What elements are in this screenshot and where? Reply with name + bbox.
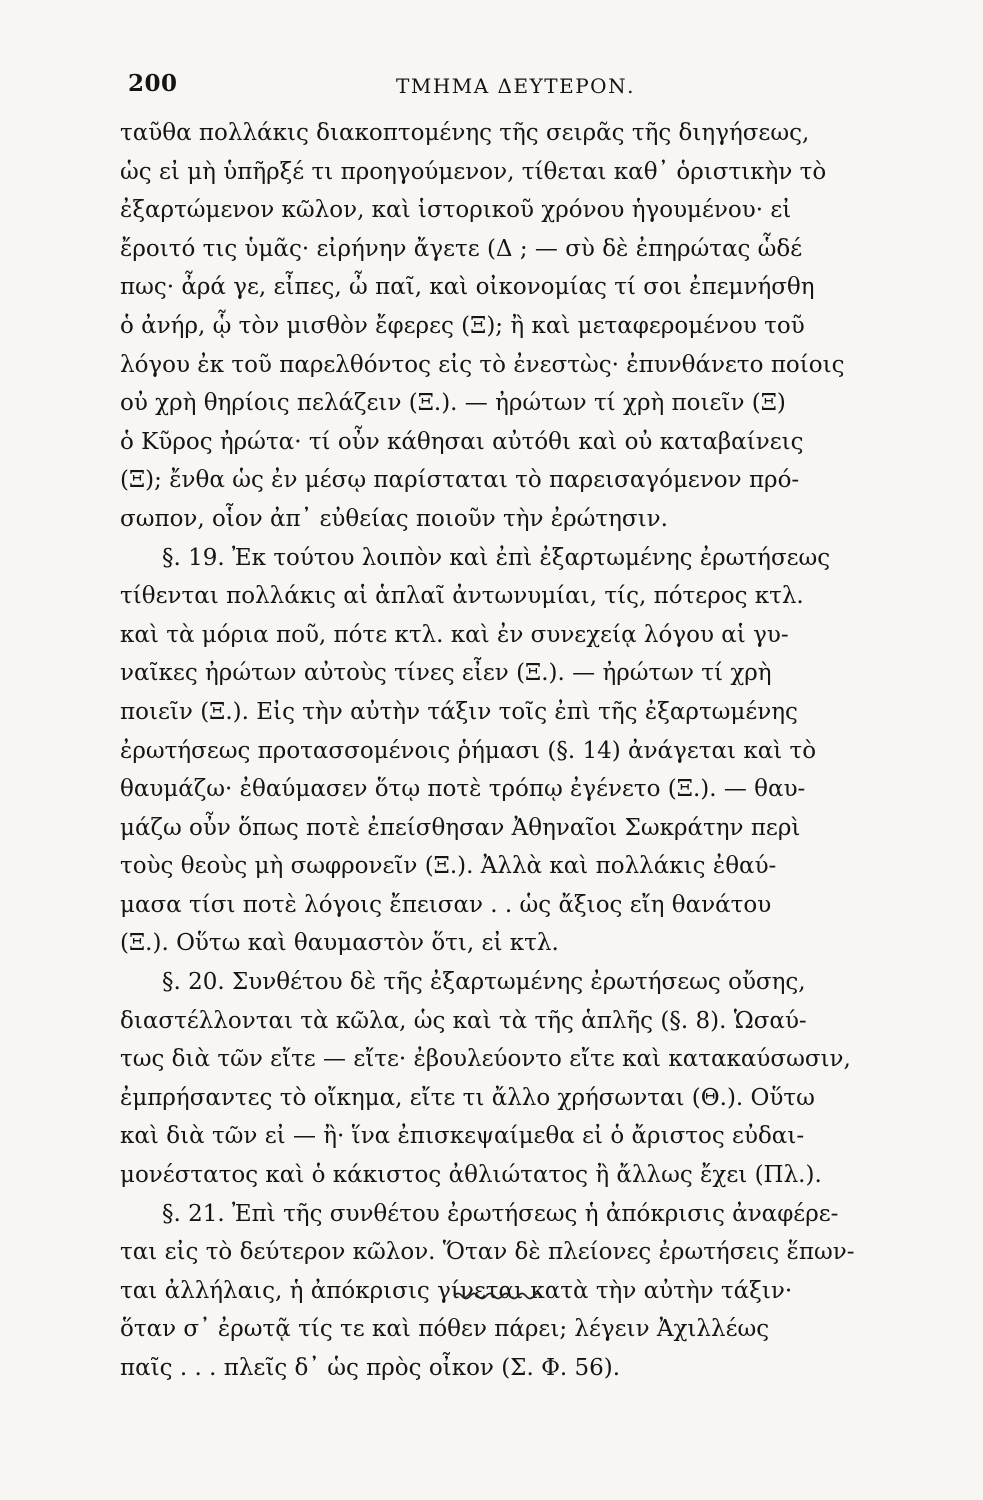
text-line: ταῦθα πολλάκις διακοπτομένης τῆς σειρᾶς τῆς διηγήσεως,: [120, 120, 810, 146]
text-line: μασα τίσι ποτὲ λόγοις ἔπεισαν . . ὡς ἄξιος εἴη θανάτου: [120, 891, 772, 918]
text-line: σωπον, οἷον ἀπ᾽ εὐθείας ποιοῦν τὴν ἐρώτησιν.: [120, 505, 668, 532]
text-line: ται εἰς τὸ δεύτερον κῶλον. Ὅταν δὲ πλείονες ἐρωτήσεις ἕπων-: [120, 1239, 855, 1266]
section-19-start: §. 19. Ἐκ τούτου λοιπὸν καὶ ἐπὶ ἐξαρτωμένης ἐρωτήσεως: [162, 544, 831, 571]
text-line: ἔροιτό τις ὑμᾶς· εἰρήνην ἄγετε (Δ ; — σὺ δὲ ἐπηρώτας ὧδέ: [120, 235, 803, 262]
text-line: τως διὰ τῶν εἴτε — εἴτε· ἐβουλεύοντο εἴτε καὶ κατακαύσωσιν,: [120, 1046, 851, 1073]
text-line: ἐμπρήσαντες τὸ οἴκημα, εἴτε τι ἄλλο χρήσωνται (Θ.). Οὕτω: [120, 1084, 815, 1111]
text-line: τίθενται πολλάκις αἱ ἁπλαῖ ἀντωνυμίαι, τίς, πότερος κτλ.: [120, 583, 804, 610]
section-21-start: §. 21. Ἐπὶ τῆς συνθέτου ἐρωτήσεως ἡ ἀπόκρισις ἀναφέρε-: [162, 1200, 839, 1227]
text-line: ὁ Κῦρος ἠρώτα· τί οὖν κάθησαι αὐτόθι καὶ οὐ καταβαίνεις: [120, 428, 804, 455]
section-20-start: §. 20. Συνθέτου δὲ τῆς ἐξαρτωμένης ἐρωτήσεως οὔσης,: [162, 969, 806, 996]
text-line: (Ξ); ἔνθα ὡς ἐν μέσῳ παρίσταται τὸ παρεισαγόμενον πρό-: [120, 467, 800, 494]
text-line: καὶ διὰ τῶν εἰ — ἢ· ἵνα ἐπισκεψαίμεθα εἰ ὁ ἄριστος εὐδαι-: [120, 1123, 805, 1150]
text-line: (Ξ.). Οὕτω καὶ θαυμαστὸν ὅτι, εἰ κτλ.: [120, 930, 559, 957]
text-line: ὅταν σ᾽ ἐρωτᾷ τίς τε καὶ πόθεν πάρει; λέγειν Ἀχιλλέως: [120, 1316, 770, 1343]
text-line: μάζω οὖν ὅπως ποτὲ ἐπείσθησαν Ἀθηναῖοι Σωκράτην περὶ: [120, 814, 801, 841]
body-text: [120, 114, 910, 1388]
text-line: ποιεῖν (Ξ.). Εἰς τὴν αὐτὴν τάξιν τοῖς ἐπὶ τῆς ἐξαρτωμένης: [120, 698, 798, 725]
text-line: οὐ χρὴ θηρίοις πελάζειν (Ξ.). — ἠρώτων τί χρὴ ποιεῖν (Ξ): [120, 390, 786, 417]
text-line: ἐρωτήσεως προτασσομένοις ῥήμασι (§. 14) ἀνάγεται καὶ τὸ: [120, 737, 817, 764]
text-line: θαυμάζω· ἐθαύμασεν ὅτῳ ποτὲ τρόπῳ ἐγένετο (Ξ.). — θαυ-: [120, 776, 806, 803]
text-line: ται ἀλλήλαις, ἡ ἀπόκρισις γίνεται κατὰ τὴν αὐτὴν τάξιν·: [120, 1277, 793, 1304]
text-line: λόγου ἐκ τοῦ παρελθόντος εἰς τὸ ἐνεστὼς· ἐπυνθάνετο ποίοις: [120, 351, 845, 378]
text-line: πως· ἆρά γε, εἶπες, ὦ παῖ, καὶ οἰκονομίας τί σοι ἐπεμνήσθη: [120, 274, 815, 301]
text-line: ὡς εἰ μὴ ὑπῆρξέ τι προηγούμενον, τίθεται καθ᾽ ὁριστικὴν τὸ: [120, 158, 827, 185]
text-line: καὶ τὰ μόρια ποῦ, πότε κτλ. καὶ ἐν συνεχείᾳ λόγου αἱ γυ-: [120, 621, 789, 648]
page-number: 200: [128, 70, 178, 97]
page-header: [128, 70, 908, 110]
text-line: ναῖκες ἠρώτων αὐτοὺς τίνες εἶεν (Ξ.). — ἠρώτων τί χρὴ: [120, 660, 772, 687]
text-line: ὁ ἀνήρ, ᾧ τὸν μισθὸν ἔφερες (Ξ); ἢ καὶ μεταφερομένου τοῦ: [120, 312, 805, 339]
text-line: ἐξαρτώμενον κῶλον, καὶ ἱστορικοῦ χρόνου ἡγουμένου· εἰ: [120, 197, 792, 224]
text-line: τοὺς θεοὺς μὴ σωφρονεῖν (Ξ.). Ἀλλὰ καὶ πολλάκις ἐθαύ-: [120, 853, 777, 880]
text-line: παῖς . . . πλεῖς δ᾽ ὡς πρὸς οἶκον (Σ. Φ. 56).: [120, 1355, 621, 1381]
end-ornament: [452, 1290, 542, 1302]
text-line: διαστέλλονται τὰ κῶλα, ὡς καὶ τὰ τῆς ἁπλῆς (§. 8). Ὡσαύ-: [120, 1007, 807, 1034]
text-line: μονέστατος καὶ ὁ κάκιστος ἀθλιώτατος ἢ ἄλλως ἔχει (Πλ.).: [120, 1162, 822, 1189]
running-head: ΤΜΗΜΑ ΔΕΥΤΕΡΟΝ.: [396, 74, 635, 98]
